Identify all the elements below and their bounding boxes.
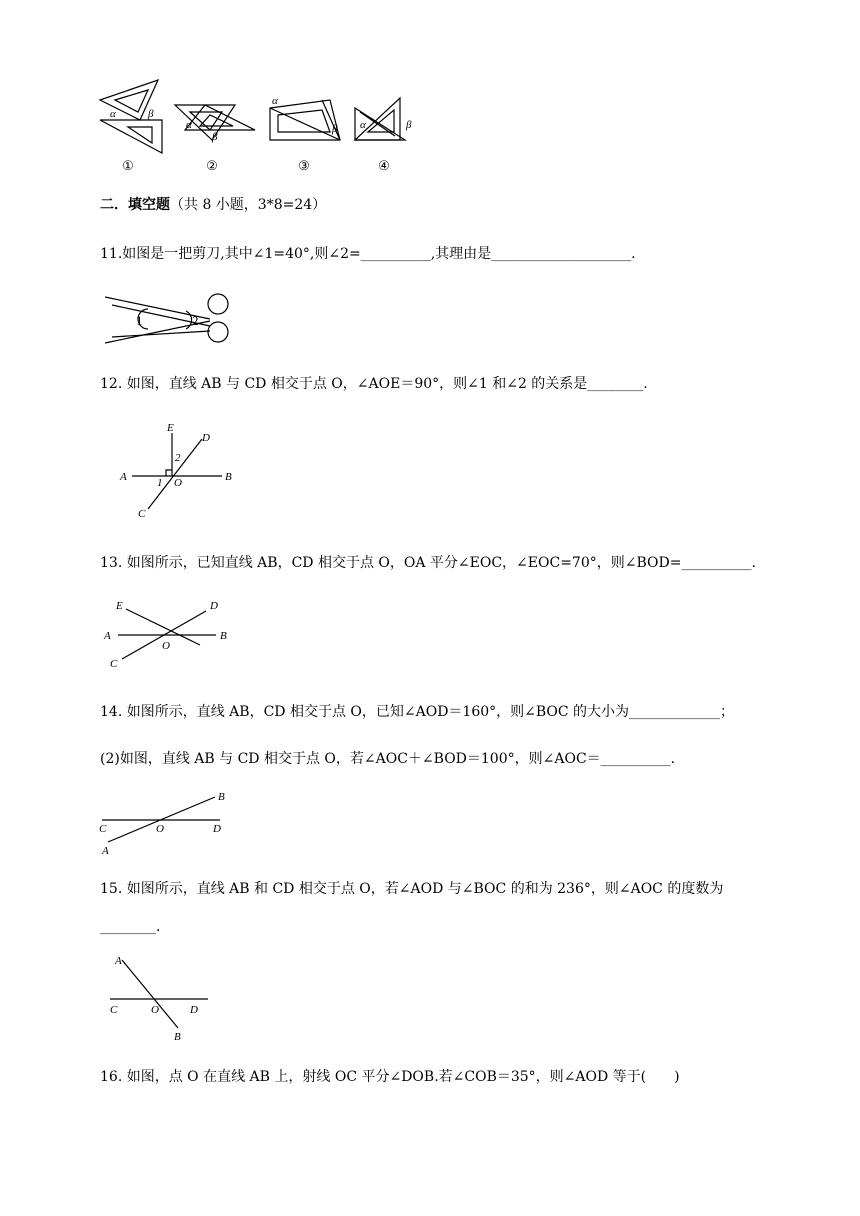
set-squares-figure — [0, 0, 860, 180]
q12-angle-1-label: 1 — [157, 477, 163, 489]
q15-label-A: A — [115, 955, 122, 967]
question-13: 13. 如图所示，已知直线 AB，CD 相交于点 O，OA 平分∠EOC，∠EOC=70°，则∠BOD=__________. — [100, 555, 756, 571]
q15-label-C: C — [110, 1004, 118, 1016]
q15-label-D: D — [190, 1004, 198, 1016]
caption-1: ① — [122, 158, 134, 173]
q14-label-C: C — [99, 823, 107, 835]
q13-label-B: B — [220, 630, 227, 642]
q14-label-D: D — [213, 823, 221, 835]
q14-label-A: A — [102, 845, 109, 857]
q12-label-E: E — [167, 422, 174, 434]
q13-label-D: D — [210, 600, 218, 612]
fig1-alpha-label: α — [110, 108, 116, 120]
q12-label-O: O — [174, 477, 182, 489]
scissors-angle-2-label: 2 — [192, 313, 199, 328]
fig2-beta-label: β — [212, 131, 218, 143]
q12-label-A: A — [120, 471, 127, 483]
section-subtitle: （共 8 小题，3*8=24） — [170, 197, 327, 213]
question-15: 15. 如图所示，直线 AB 和 CD 相交于点 O，若∠AOD 与∠BOC 的和为 236°，则∠AOC 的度数为 — [100, 881, 724, 897]
set-square-figure-3 — [270, 100, 340, 140]
q15-label-B: B — [174, 1031, 181, 1043]
caption-4: ④ — [378, 158, 390, 173]
q15-figure — [0, 950, 860, 1050]
q15-label-O: O — [151, 1004, 159, 1016]
q12-label-C: C — [138, 508, 146, 520]
q12-figure — [0, 415, 860, 525]
q13-label-E: E — [116, 600, 123, 612]
q12-label-D: D — [202, 432, 210, 444]
question-15-continuation: ________. — [100, 919, 161, 935]
q14-figure — [0, 790, 860, 860]
section-title: 二．填空题 — [100, 197, 170, 213]
question-11: 11.如图是一把剪刀,其中∠1=40°,则∠2=__________,其理由是____________________. — [100, 246, 636, 262]
q12-label-B: B — [225, 471, 232, 483]
q14-label-O: O — [156, 823, 164, 835]
q13-figure — [0, 595, 860, 675]
question-12: 12. 如图，直线 AB 与 CD 相交于点 O，∠AOE＝90°，则∠1 和∠2 的关系是________. — [100, 376, 648, 392]
q13-label-A: A — [104, 630, 111, 642]
fig4-beta-label: β — [406, 119, 412, 131]
caption-3: ③ — [298, 158, 310, 173]
fig3-alpha-label: α — [272, 95, 278, 107]
question-14: 14. 如图所示，直线 AB，CD 相交于点 O，已知∠AOD＝160°，则∠BOC 的大小为_____________； — [100, 704, 735, 720]
scissors-angle-1-label: 1 — [136, 313, 143, 328]
q14-label-B: B — [218, 791, 225, 803]
fig3-beta-label: β — [332, 123, 338, 135]
q13-label-O: O — [162, 640, 170, 652]
scissors-figure — [0, 285, 860, 365]
fig2-alpha-label: α — [186, 119, 192, 131]
question-14-part-2: (2)如图，直线 AB 与 CD 相交于点 O，若∠AOC＋∠BOD＝100°，则∠AOC＝__________. — [100, 751, 676, 767]
q12-angle-2-label: 2 — [175, 452, 181, 464]
q13-label-C: C — [110, 658, 118, 670]
question-16: 16. 如图，点 O 在直线 AB 上，射线 OC 平分∠DOB.若∠COB＝35°，则∠AOD 等于( ) — [100, 1069, 680, 1085]
caption-2: ② — [206, 158, 218, 173]
section-heading — [100, 196, 326, 214]
fig1-beta-label: β — [148, 108, 154, 120]
fig4-alpha-label: α — [360, 119, 366, 131]
